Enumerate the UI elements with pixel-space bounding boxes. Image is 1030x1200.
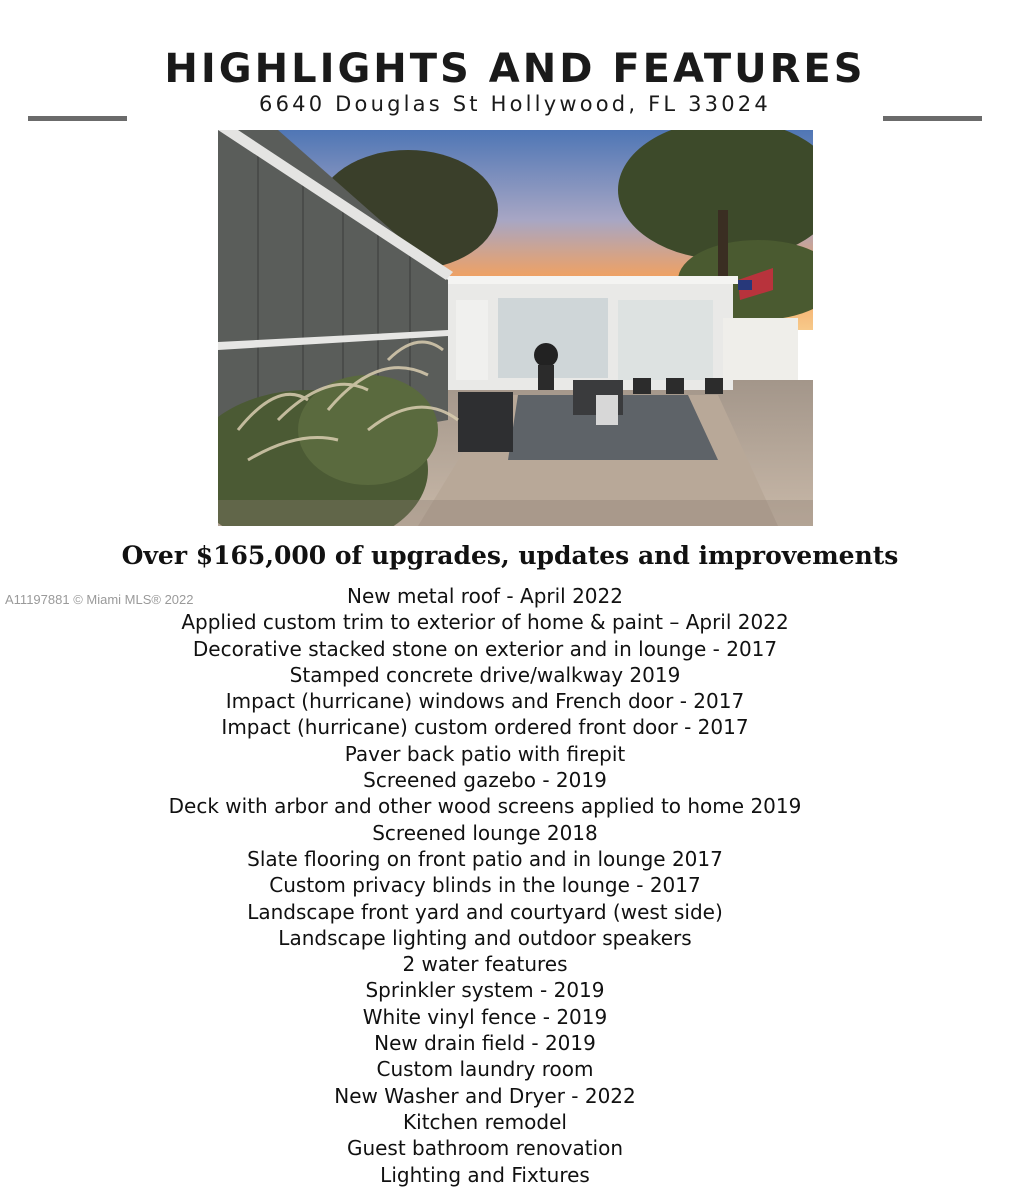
list-item: Custom laundry room bbox=[376, 1057, 594, 1082]
list-item: New Washer and Dryer - 2022 bbox=[334, 1083, 636, 1108]
list-item: Custom privacy blinds in the lounge - 2017 bbox=[269, 873, 701, 898]
list-item: Slate flooring on front patio and in lounge 2017 bbox=[247, 846, 723, 871]
list-item: Screened lounge 2018 bbox=[372, 820, 598, 845]
list-item: Landscape front yard and courtyard (west side) bbox=[247, 899, 723, 924]
list-item: Lighting and Fixtures bbox=[380, 1162, 590, 1187]
list-item: Kitchen remodel bbox=[403, 1109, 567, 1134]
list-item: Decorative stacked stone on exterior and in lounge - 2017 bbox=[192, 636, 778, 661]
list-item: Paver back patio with firepit bbox=[344, 741, 626, 766]
property-address: 6640 Douglas St Hollywood, FL 33024 bbox=[259, 92, 771, 116]
list-item: Impact (hurricane) custom ordered front door - 2017 bbox=[221, 715, 749, 740]
list-item: Deck with arbor and other wood screens applied to home 2019 bbox=[168, 794, 802, 819]
mls-watermark: A11197881 © Miami MLS® 2022 bbox=[5, 592, 194, 607]
divider-left bbox=[28, 116, 127, 121]
list-item: 2 water features bbox=[402, 952, 568, 977]
list-item: Landscape lighting and outdoor speakers bbox=[278, 925, 692, 950]
list-item: Screened gazebo - 2019 bbox=[363, 768, 607, 793]
divider-right bbox=[883, 116, 982, 121]
list-item: Stamped concrete drive/walkway 2019 bbox=[289, 662, 681, 687]
list-item: New metal roof - April 2022 bbox=[347, 584, 623, 608]
list-item: Guest bathroom renovation bbox=[346, 1136, 624, 1161]
list-item: White vinyl fence - 2019 bbox=[362, 1004, 608, 1029]
list-item: New drain field - 2019 bbox=[374, 1031, 596, 1056]
features-list bbox=[0, 583, 970, 1188]
page-title: HIGHLIGHTS AND FEATURES bbox=[164, 46, 866, 92]
upgrades-heading: Over $165,000 of upgrades, updates and improvements bbox=[121, 541, 899, 570]
list-item: Sprinkler system - 2019 bbox=[365, 978, 605, 1003]
house-exterior-photo bbox=[218, 130, 813, 526]
list-item: Applied custom trim to exterior of home & paint – April 2022 bbox=[181, 610, 789, 635]
list-item: Impact (hurricane) windows and French door - 2017 bbox=[225, 689, 745, 714]
